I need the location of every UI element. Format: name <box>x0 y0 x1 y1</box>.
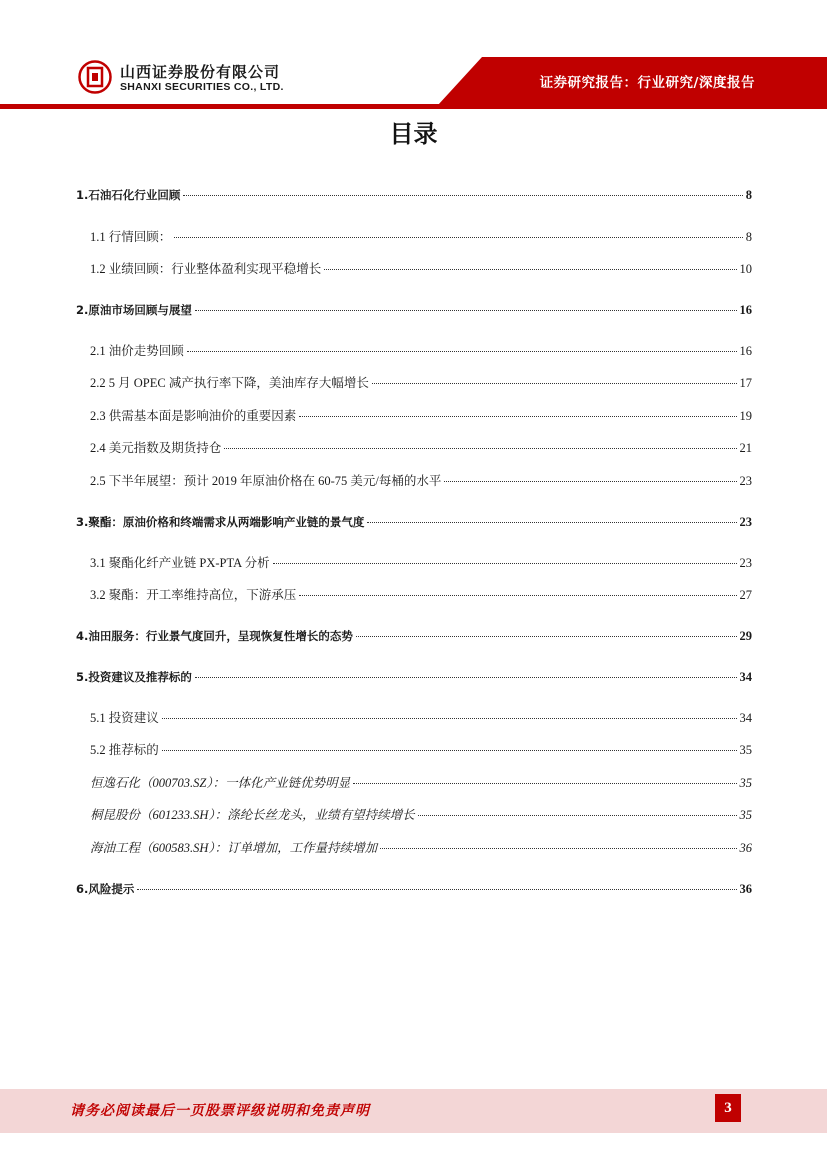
toc-entry-page: 8 <box>745 188 752 202</box>
toc-leader-dots <box>299 415 736 417</box>
toc-entry-title: 1.2 业绩回顾：行业整体盈利实现平稳增长 <box>90 262 322 276</box>
toc-entry[interactable] <box>90 375 752 391</box>
toc-entry[interactable] <box>90 408 752 424</box>
toc-entry-title: 2.1 油价走势回顾 <box>90 344 184 358</box>
toc-entry-title: 2.3 供需基本面是影响油价的重要因素 <box>90 409 297 423</box>
toc-entry[interactable] <box>90 775 752 791</box>
toc-entry[interactable] <box>76 302 752 318</box>
toc-leader-dots <box>353 782 736 784</box>
toc-entry-title: 5.1 投资建议 <box>90 711 159 725</box>
toc-entry[interactable] <box>76 187 752 203</box>
page-header <box>0 0 827 108</box>
toc-entry-page: 19 <box>739 409 752 423</box>
toc-leader-dots <box>187 350 737 352</box>
toc-leader-dots <box>162 717 737 719</box>
toc-entry-title: 3.1 聚酯化纤产业链 PX-PTA 分析 <box>90 556 270 570</box>
toc-entry-title: 4.油田服务：行业景气度回升，呈现恢复性增长的态势 <box>76 629 353 643</box>
toc-entry[interactable] <box>90 710 752 726</box>
page-title: 目录 <box>389 120 438 148</box>
toc-entry-title: 海油工程（600583.SH）：订单增加，工作量持续增加 <box>90 841 378 855</box>
toc-entry-page: 35 <box>739 743 752 757</box>
company-logo-icon <box>78 60 112 94</box>
toc-entry-title: 6.风险提示 <box>76 882 135 896</box>
toc-entry[interactable] <box>90 742 752 758</box>
toc-entry-title: 2.2 5 月 OPEC 减产执行率下降，美油库存大幅增长 <box>90 376 369 390</box>
toc-leader-dots <box>299 594 736 596</box>
toc-leader-dots <box>324 268 736 270</box>
toc-entry-title: 5.2 推荐标的 <box>90 743 159 757</box>
toc-entry[interactable] <box>90 440 752 456</box>
toc-entry-title: 桐昆股份（601233.SH）：涤纶长丝龙头，业绩有望持续增长 <box>90 808 415 822</box>
toc-entry-title: 5.投资建议及推荐标的 <box>76 670 192 684</box>
toc-leader-dots <box>162 749 737 751</box>
company-name-en: SHANXI SECURITIES CO., LTD. <box>120 81 284 93</box>
header-rule <box>0 104 827 109</box>
toc-entry[interactable] <box>90 343 752 359</box>
toc-entry[interactable] <box>90 587 752 603</box>
toc-entry-title: 恒逸石化（000703.SZ）：一体化产业链优势明显 <box>90 776 351 790</box>
toc-entry[interactable] <box>90 840 752 856</box>
toc-entry[interactable] <box>90 473 752 489</box>
toc-entry[interactable] <box>90 555 752 571</box>
toc-entry-title: 1.石油石化行业回顾 <box>76 188 181 202</box>
toc-entry-title: 2.原油市场回顾与展望 <box>76 303 192 317</box>
toc-leader-dots <box>444 480 736 482</box>
toc-entry-page: 21 <box>739 441 752 455</box>
toc-entry[interactable] <box>76 881 752 897</box>
toc-entry-title: 2.4 美元指数及期货持仓 <box>90 441 222 455</box>
toc-entry-title: 3.聚酯：原油价格和终端需求从两端影响产业链的景气度 <box>76 515 365 529</box>
footer-disclaimer: 请务必阅读最后一页股票评级说明和免责声明 <box>70 1103 370 1119</box>
toc-entry[interactable] <box>90 807 752 823</box>
toc-entry-page: 8 <box>745 230 752 244</box>
toc-entry-page: 35 <box>739 808 752 822</box>
toc-entry-page: 34 <box>739 670 752 684</box>
toc-entry-page: 36 <box>739 841 752 855</box>
toc-leader-dots <box>367 521 736 523</box>
toc-entry-page: 23 <box>739 515 752 529</box>
toc-entry-page: 34 <box>739 711 752 725</box>
toc-entry-page: 29 <box>739 629 752 643</box>
toc-leader-dots <box>372 382 737 384</box>
toc-entry-title: 1.1 行情回顾： <box>90 230 172 244</box>
toc-leader-dots <box>273 562 737 564</box>
toc-entry[interactable] <box>76 514 752 530</box>
toc-leader-dots <box>195 676 737 678</box>
toc-entry-title: 2.5 下半年展望：预计 2019 年原油价格在 60-75 美元/每桶的水平 <box>90 474 442 488</box>
toc-entry-page: 36 <box>739 882 752 896</box>
toc-entry-page: 16 <box>739 344 752 358</box>
toc-entry[interactable] <box>76 669 752 685</box>
toc-entry[interactable] <box>90 261 752 277</box>
toc-leader-dots <box>195 309 737 311</box>
toc-entry-page: 10 <box>739 262 752 276</box>
toc-leader-dots <box>183 194 742 196</box>
toc-leader-dots <box>418 814 737 816</box>
toc-entry-page: 23 <box>739 474 752 488</box>
toc-leader-dots <box>137 888 736 890</box>
page-number: 3 <box>715 1094 741 1122</box>
toc-entry-page: 35 <box>739 776 752 790</box>
toc-leader-dots <box>224 447 736 449</box>
toc-leader-dots <box>380 847 736 849</box>
toc-entry[interactable] <box>90 229 752 245</box>
toc-entry-page: 27 <box>739 588 752 602</box>
company-name-cn: 山西证券股份有限公司 <box>120 63 281 81</box>
toc-entry-page: 23 <box>739 556 752 570</box>
toc-entry-page: 16 <box>739 303 752 317</box>
report-type: 证券研究报告：行业研究/深度报告 <box>539 75 755 91</box>
toc-leader-dots <box>174 236 742 238</box>
toc-entry[interactable] <box>76 628 752 644</box>
toc-entry-title: 3.2 聚酯：开工率维持高位，下游承压 <box>90 588 297 602</box>
toc-leader-dots <box>356 635 737 637</box>
toc-entry-page: 17 <box>739 376 752 390</box>
